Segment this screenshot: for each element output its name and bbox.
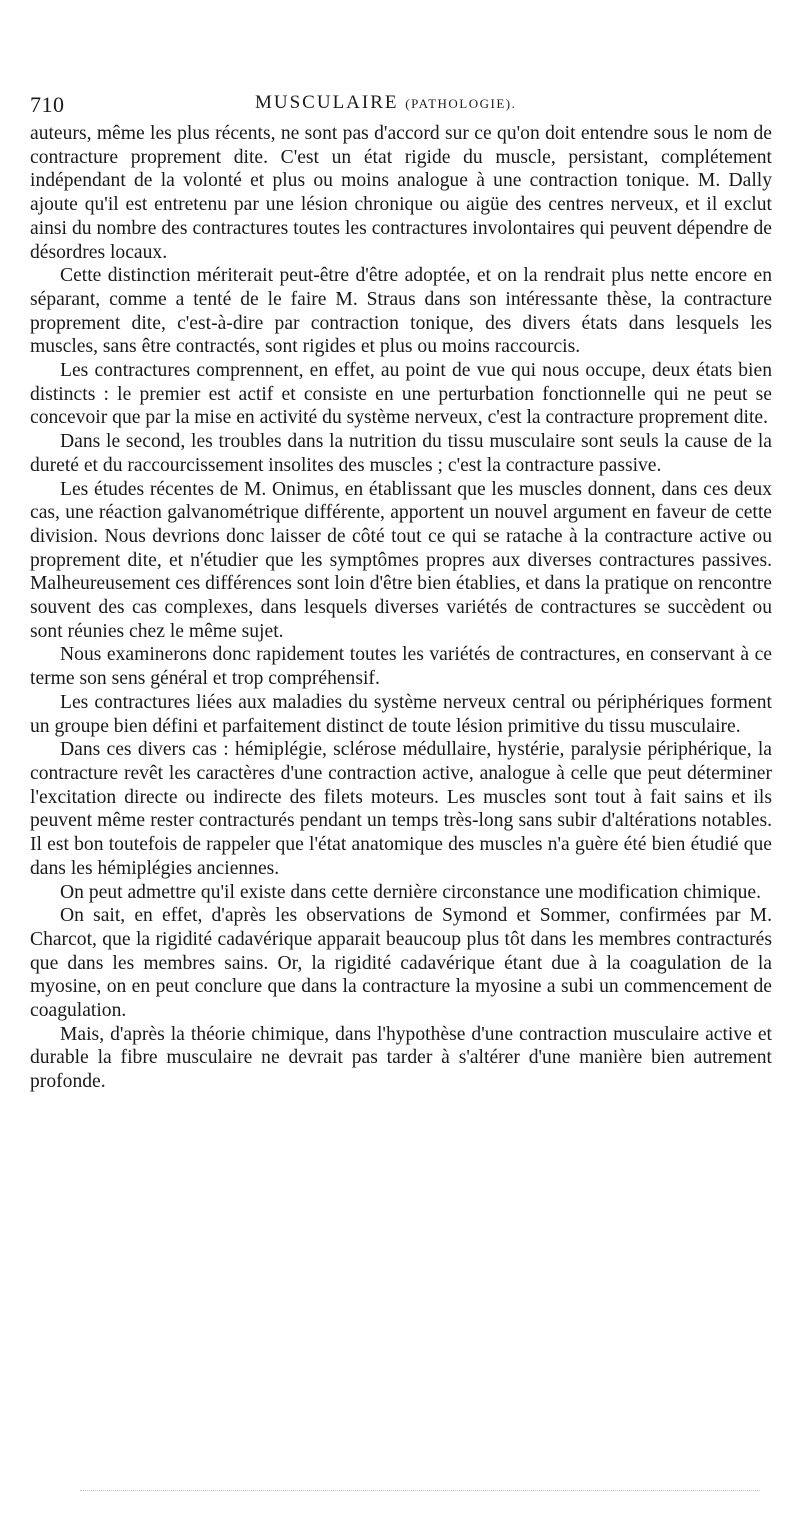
running-head [255,92,516,114]
page-header [30,92,770,118]
paragraph: Les contractures comprennent, en effet, au point de vue qui nous occupe, deux états bien distincts : le premier est actif et consiste en une perturbation fonctionnelle qui ne peut se concevoir que par la mise en activité du système nerveux, c'est la contracture proprement dite. [30,360,772,429]
running-subtitle: (PATHOLOGIE). [405,96,517,111]
paragraph: Dans ces divers cas : hémiplégie, sclérose médullaire, hystérie, paralysie périphérique, la contracture revêt les caractères d'une contraction active, analogue à celle que peut déterminer l'excitation directe ou indirecte des filets moteurs. Les muscles sont tout à fait sains et ils peuvent même rester contracturés pendant un temps très-long sans subir d'altérations notables. Il est bon toutefois de rappeler que l'état anatomique des muscles n'a guère été bien étudié que dans les hémiplégies anciennes. [30,739,772,879]
page-number: 710 [30,92,65,117]
paragraph: Dans le second, les troubles dans la nutrition du tissu musculaire sont seuls la cause de la dureté et du raccourcissement insolites des muscles ; c'est la contracture passive. [30,431,772,476]
paragraph: On peut admettre qu'il existe dans cette dernière circonstance une modification chimique. [60,881,762,903]
paragraph: Les études récentes de M. Onimus, en établissant que les muscles donnent, dans ces deux cas, une réaction galvanométrique différente, apportent un nouvel argument en faveur de cette division. Nous devrions donc laisser de côté tout ce qui se ratache à la contracture active ou proprement dite, et n'étudier que les symptômes propres aux diverses contractures passives. Malheureusement ces différences sont loin d'être bien établies, et dans la pratique on rencontre souvent des cas complexes, dans lesquels diverses variétés de contractures se succèdent ou sont réunies chez le même sujet. [30,478,773,642]
running-title: MUSCULAIRE [255,92,399,113]
paragraph: Les contractures liées aux maladies du système nerveux central ou périphériques forment un groupe bien défini et parfaitement distinct de toute lésion primitive du tissu musculaire. [30,691,772,737]
paragraph: On sait, en effet, d'après les observations de Symond et Sommer, confirmées par M. Charcot, que la rigidité cadavérique apparait beaucoup plus tôt dans les membres contracturés que dans les membres sains. Or, la rigidité cadavérique étant due à la coagulation de la myosine, on en peut conclure que dans la contracture la myosine a subi un commencement de coagulation. [30,905,772,1022]
paragraph: Cette distinction mériterait peut-être d'être adoptée, et on la rendrait plus nette encore en séparant, comme a tenté de le faire M. Straus dans son intéressante thèse, la contracture proprement dite, c'est-à-dire par contraction tonique, des divers états dans lesquels les muscles, sans être contractés, sont rigides et plus ou moins raccourcis. [30,265,772,358]
footer-rule [80,1490,760,1491]
paragraph-continued: auteurs, même les plus récents, ne sont pas d'accord sur ce qu'on doit entendre sous le nom de contracture proprement dite. C'est un état rigide du muscle, persistant, complétement indépendant de la volonté et plus ou moins analogue à une contraction tonique. M. Dally ajoute qu'il est entretenu par une lésion chronique ou aigüe des centres nerveux, et il exclut ainsi du nombre des contractures toutes les contractures involontaires qui peuvent dépendre de désordres locaux. [30,123,772,263]
body-text [30,122,772,1094]
paragraph: Nous examinerons donc rapidement toutes les variétés de contractures, en conservant à ce terme son sens général et trop compréhensif. [30,644,772,690]
paragraph: Mais, d'après la théorie chimique, dans l'hypothèse d'une contraction musculaire active et durable la fibre musculaire ne devrait pas tarder à s'altérer d'une manière bien autrement profonde. [30,1023,772,1093]
